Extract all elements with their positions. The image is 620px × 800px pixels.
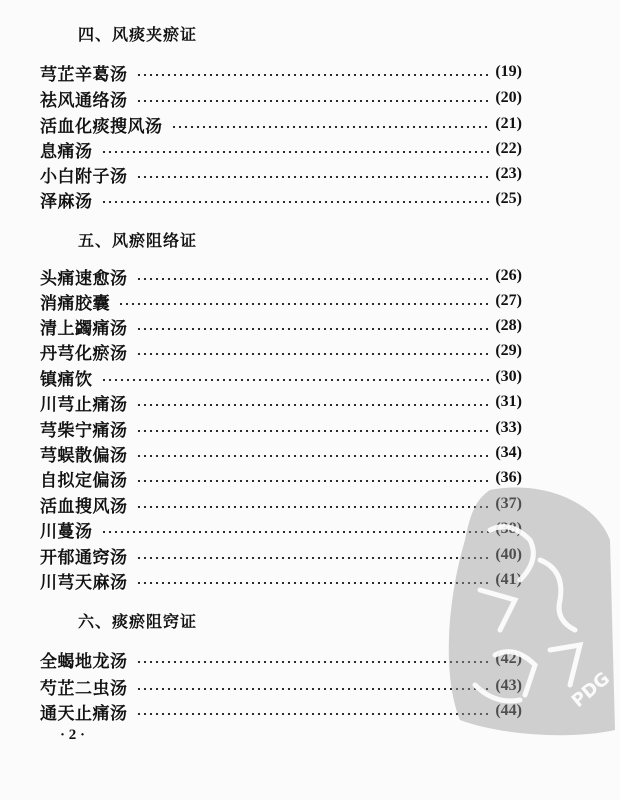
- dot-leader: [136, 661, 490, 663]
- toc-entry[interactable]: [40, 188, 522, 210]
- section-title: 五、风瘀阻络证: [78, 231, 198, 250]
- entry-page: (38): [495, 520, 522, 537]
- entry-page: (19): [495, 63, 522, 80]
- toc-entry[interactable]: [40, 569, 522, 591]
- entry-name: 活血化痰搜风汤: [40, 116, 163, 137]
- dot-leader: [136, 328, 490, 330]
- dot-leader: [136, 404, 490, 406]
- entry-name: 川蔓汤: [40, 521, 93, 542]
- dot-leader: [136, 455, 490, 457]
- entry-page: (40): [495, 546, 522, 563]
- toc-entry[interactable]: [40, 87, 522, 109]
- toc-entry[interactable]: [40, 700, 522, 722]
- entry-name: 全蝎地龙汤: [40, 651, 128, 672]
- toc-entry[interactable]: [40, 61, 522, 83]
- entry-name: 开郁通窍汤: [40, 547, 128, 568]
- entry-page: (41): [495, 571, 522, 588]
- entry-name: 清上蠲痛汤: [40, 318, 128, 339]
- dot-leader: [136, 713, 490, 715]
- toc-entry[interactable]: [40, 493, 522, 515]
- entry-name: 自拟定偏汤: [40, 470, 128, 491]
- dot-leader: [136, 176, 490, 178]
- entry-name: 小白附子汤: [40, 166, 128, 187]
- toc-entry[interactable]: [40, 467, 522, 489]
- entry-name: 芎蜈散偏汤: [40, 445, 128, 466]
- dot-leader: [136, 353, 490, 355]
- dot-leader: [101, 151, 490, 153]
- dot-leader: [136, 506, 490, 508]
- page-number: · 2 ·: [60, 727, 86, 743]
- entry-page: (20): [495, 89, 522, 106]
- entry-name: 芎芷辛葛汤: [40, 64, 128, 85]
- toc-entry[interactable]: [40, 366, 522, 388]
- entry-name: 芍芷二虫汤: [40, 678, 128, 699]
- dot-leader: [136, 430, 490, 432]
- entry-page: (30): [495, 368, 522, 385]
- dot-leader: [136, 480, 490, 482]
- entry-page: (28): [495, 317, 522, 334]
- dot-leader: [136, 100, 490, 102]
- toc-entry[interactable]: [40, 417, 522, 439]
- entry-name: 头痛速愈汤: [40, 268, 128, 289]
- toc-entry[interactable]: [40, 648, 522, 670]
- entry-name: 镇痛饮: [40, 369, 93, 390]
- entry-page: (43): [495, 677, 522, 694]
- toc-entry[interactable]: [40, 340, 522, 362]
- dot-leader: [101, 379, 490, 381]
- dot-leader: [136, 278, 490, 280]
- entry-page: (33): [495, 419, 522, 436]
- section-title: 四、风痰夹瘀证: [78, 25, 198, 44]
- entry-page: (42): [495, 650, 522, 667]
- toc-entry[interactable]: [40, 290, 522, 312]
- dot-leader: [136, 74, 490, 76]
- toc-entry[interactable]: [40, 675, 522, 697]
- toc-entry[interactable]: [40, 442, 522, 464]
- entry-page: (34): [495, 444, 522, 461]
- toc-entry[interactable]: [40, 163, 522, 185]
- entry-page: (22): [495, 140, 522, 157]
- entry-page: (36): [495, 469, 522, 486]
- watermark-text: PDG: [567, 668, 615, 712]
- entry-page: (23): [495, 165, 522, 182]
- entry-name: 通天止痛汤: [40, 703, 128, 724]
- entry-page: (26): [495, 267, 522, 284]
- toc-entry[interactable]: [40, 391, 522, 413]
- entry-page: (31): [495, 393, 522, 410]
- dot-leader: [101, 531, 490, 533]
- dot-leader: [101, 201, 490, 203]
- entry-page: (44): [495, 702, 522, 719]
- toc-entry[interactable]: [40, 265, 522, 287]
- entry-name: 川芎天麻汤: [40, 572, 128, 593]
- entry-page: (27): [495, 292, 522, 309]
- entry-page: (29): [495, 342, 522, 359]
- toc-entry[interactable]: [40, 315, 522, 337]
- entry-name: 芎柴宁痛汤: [40, 420, 128, 441]
- dot-leader: [136, 688, 490, 690]
- entry-page: (21): [495, 115, 522, 132]
- entry-name: 消痛胶囊: [40, 293, 110, 314]
- toc-entry[interactable]: [40, 544, 522, 566]
- entry-name: 川芎止痛汤: [40, 394, 128, 415]
- section-title: 六、痰瘀阻窍证: [78, 612, 198, 631]
- entry-page: (25): [495, 190, 522, 207]
- toc-entry[interactable]: [40, 518, 522, 540]
- entry-name: 泽麻汤: [40, 191, 93, 212]
- entry-name: 活血搜风汤: [40, 496, 128, 517]
- toc-entry[interactable]: [40, 138, 522, 160]
- entry-name: 祛风通络汤: [40, 90, 128, 111]
- entry-name: 丹芎化瘀汤: [40, 343, 128, 364]
- dot-leader: [136, 582, 490, 584]
- entry-name: 息痛汤: [40, 141, 93, 162]
- dot-leader: [118, 303, 489, 305]
- toc-entry[interactable]: [40, 113, 522, 135]
- dot-leader: [136, 557, 490, 559]
- entry-page: (37): [495, 495, 522, 512]
- dot-leader: [171, 126, 490, 128]
